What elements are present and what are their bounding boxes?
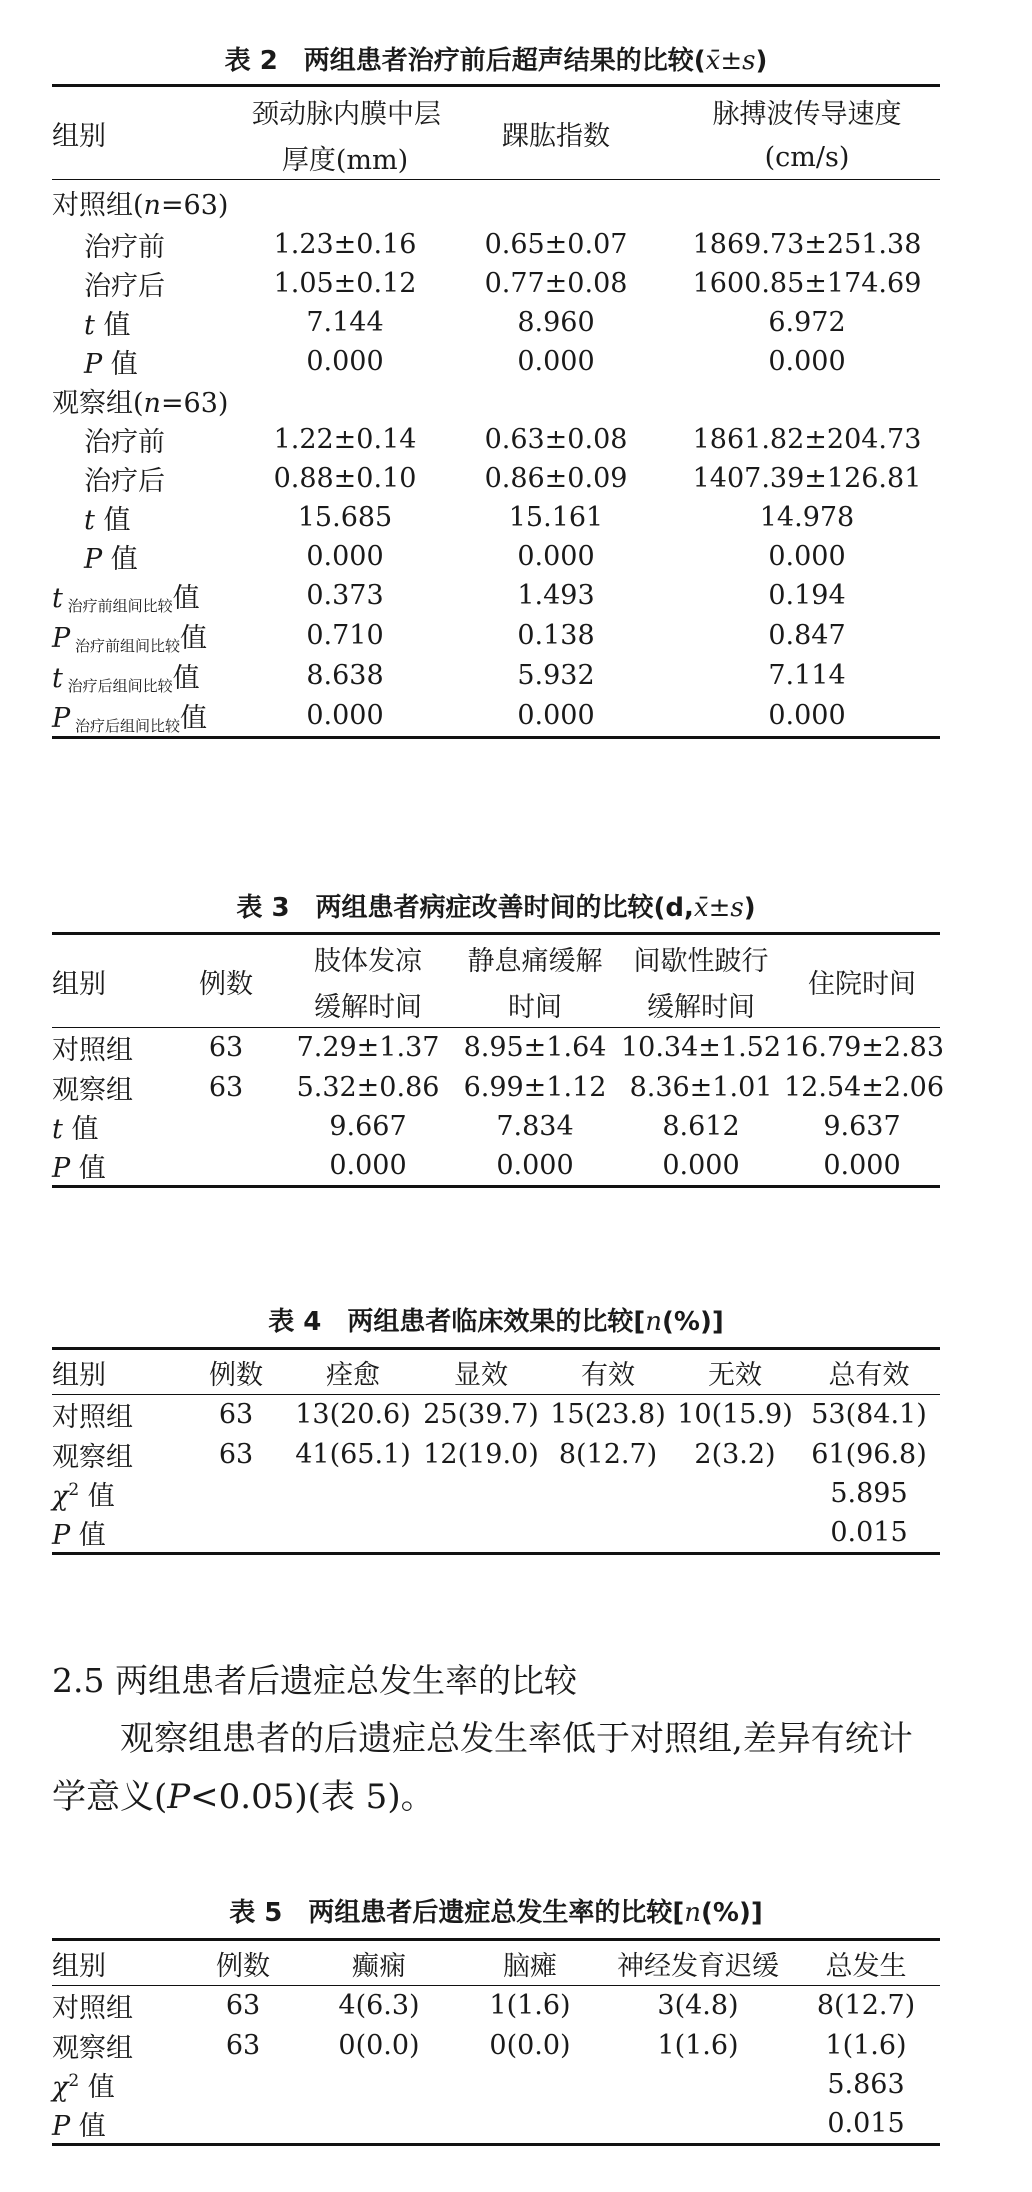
table-header: 神经发育迟缓 — [617, 1950, 779, 1982]
table-row — [52, 1395, 940, 1435]
table-cell — [302, 2104, 456, 2145]
table4-caption-stat: n — [645, 1307, 663, 1337]
table2-caption — [52, 44, 940, 78]
t2-header-pwv-2: (cm/s) — [764, 141, 850, 173]
table-cell: 16.79±2.83 — [784, 1032, 945, 1064]
table-row — [52, 537, 940, 576]
table-cell: 0.138 — [517, 620, 595, 651]
table-cell: 1407.39±126.81 — [692, 462, 922, 494]
table-cell: 5.32±0.86 — [296, 1071, 440, 1103]
table-cell: 8.638 — [306, 660, 384, 691]
table-row — [52, 420, 940, 459]
row-label: 对照组 — [52, 1993, 133, 2025]
table-cell: 1869.73±251.38 — [692, 228, 922, 260]
table-cell — [184, 1513, 288, 1554]
table3-caption — [52, 891, 940, 925]
table-row — [52, 303, 940, 342]
row-label: P 值 — [52, 2110, 106, 2142]
table4-caption — [52, 1305, 940, 1339]
table5-caption-stat: n — [684, 1898, 702, 1928]
table-row — [52, 2065, 940, 2104]
table-header: 显效 — [454, 1359, 508, 1391]
table-cell: 0.000 — [517, 540, 595, 572]
row-label: 观察组 — [52, 1074, 133, 1106]
table-cell: 0.000 — [517, 345, 595, 377]
t3-header-group: 组别 — [52, 968, 106, 1000]
table-cell: 1861.82±204.73 — [692, 423, 922, 455]
table-cell — [184, 1474, 288, 1513]
table-cell: 8.960 — [517, 306, 595, 338]
table-cell: 2(3.2) — [694, 1438, 776, 1470]
table-cell: 12.54±2.06 — [784, 1071, 945, 1103]
table-cell: 0.000 — [768, 540, 846, 572]
table-cell: 0.015 — [830, 1516, 908, 1548]
table-cell: 6.99±1.12 — [463, 1071, 607, 1103]
group-title: 对照组(n=63) — [52, 189, 229, 221]
table-cell: 0(0.0) — [338, 2029, 420, 2061]
table-header: 例数 — [209, 1359, 263, 1391]
row-label: 对照组 — [52, 1035, 133, 1067]
section-paragraph: 观察组患者的后遗症总发生率低于对照组,差异有统计学意义(P<0.05)(表 5)。 — [52, 1719, 913, 1817]
table-row — [52, 2104, 940, 2145]
row-label: 治疗后 — [84, 465, 165, 497]
row-label: 观察组 — [52, 2032, 133, 2064]
table-cell: 0.000 — [306, 345, 384, 377]
table-cell: 8(12.7) — [816, 1990, 916, 2022]
t3-header-claud-1: 间歇性跛行 — [633, 945, 769, 977]
table-cell: 10(15.9) — [677, 1399, 793, 1431]
table-cell: 7.114 — [768, 660, 846, 691]
table-cell — [604, 2104, 792, 2145]
table-row — [52, 1107, 940, 1146]
table-cell — [184, 2104, 302, 2145]
table-row — [52, 264, 940, 303]
table-cell: 0.000 — [768, 700, 846, 731]
table-cell: 0.000 — [662, 1149, 740, 1181]
table3-caption-stat: x̄±s — [693, 893, 744, 923]
row-label: P 值 — [84, 543, 138, 575]
table-cell: 14.978 — [759, 501, 855, 533]
row-label: P 值 — [52, 1519, 106, 1551]
table5-caption-text: 表 5 两组患者后遗症总发生率的比较[ — [229, 1898, 685, 1928]
table-cell: 63 — [208, 1032, 244, 1064]
t2-header-abi: 踝肱指数 — [502, 120, 610, 152]
table-cell: 8.36±1.01 — [629, 1071, 773, 1103]
table-row — [52, 616, 940, 656]
row-label: P $_{治疗前组间比较}$值 — [52, 622, 207, 655]
table-cell: 53(84.1) — [811, 1399, 927, 1431]
table-header: 总有效 — [828, 1359, 910, 1391]
row-label: $\chi^2$ 值 — [52, 2070, 115, 2103]
row-label: t 值 — [52, 1113, 99, 1145]
t2-header-group: 组别 — [52, 120, 106, 152]
table-cell: 1.493 — [517, 580, 595, 611]
t2-header-pwv-1: 脉搏波传导速度 — [712, 98, 902, 130]
row-label: 观察组 — [52, 1441, 133, 1473]
table-cell — [456, 2104, 604, 2145]
table-row — [52, 342, 940, 381]
table-cell: 63 — [218, 1399, 254, 1431]
table-header: 组别 — [52, 1950, 106, 1982]
table-cell: 8.612 — [662, 1110, 740, 1142]
table-cell: 0.000 — [823, 1149, 901, 1181]
table-header: 有效 — [581, 1359, 635, 1391]
table-cell: 61(96.8) — [811, 1438, 927, 1470]
table-cell: 0.77±0.08 — [484, 267, 628, 299]
table-header: 痊愈 — [326, 1359, 380, 1391]
t3-header-pain-2: 时间 — [508, 991, 562, 1023]
table-row — [52, 2026, 940, 2065]
table-cell: 13(20.6) — [295, 1399, 411, 1431]
table-cell: 0.000 — [768, 345, 846, 377]
table-cell — [418, 1474, 544, 1513]
row-label: t $_{治疗前组间比较}$值 — [52, 582, 200, 615]
table-header: 癫痫 — [352, 1950, 406, 1982]
table-row — [52, 1068, 940, 1107]
table-row — [52, 1028, 940, 1068]
table-row — [52, 1986, 940, 2026]
table-row — [52, 1435, 940, 1474]
table-cell: 5.895 — [830, 1477, 908, 1509]
table-cell: 63 — [225, 1990, 261, 2022]
table-cell: 0.000 — [496, 1149, 574, 1181]
table-cell — [456, 2065, 604, 2104]
table-header: 例数 — [216, 1950, 270, 1982]
table3-caption-text: 表 3 两组患者病症改善时间的比较(d, — [236, 893, 694, 923]
table-header: 脑瘫 — [503, 1950, 557, 1982]
table2-caption-stat: x̄±s — [705, 46, 756, 76]
table-cell: 3(4.8) — [657, 1990, 739, 2022]
table-cell: 0.65±0.07 — [484, 228, 628, 260]
table-cell: 0.194 — [768, 580, 846, 611]
row-label: P 值 — [52, 1152, 106, 1184]
table-cell: 0(0.0) — [489, 2029, 571, 2061]
table-cell — [184, 2065, 302, 2104]
table-cell — [604, 2065, 792, 2104]
table5-caption — [52, 1896, 940, 1930]
table4-caption-end: (%)] — [662, 1307, 724, 1337]
table-cell: 0.63±0.08 — [484, 423, 628, 455]
table-cell: 63 — [225, 2029, 261, 2061]
table4-caption-text: 表 4 两组患者临床效果的比较[ — [268, 1307, 646, 1337]
table-cell: 0.000 — [306, 700, 384, 731]
table5 — [52, 1938, 940, 2146]
table-cell: 1(1.6) — [489, 1990, 571, 2022]
table-cell — [418, 1513, 544, 1554]
table-cell: 1.05±0.12 — [273, 267, 417, 299]
table-cell: 6.972 — [768, 306, 846, 338]
table-cell: 1.23±0.16 — [273, 228, 417, 260]
table-cell: 0.88±0.10 — [273, 462, 417, 494]
table2-caption-text: 表 2 两组患者治疗前后超声结果的比较( — [224, 46, 706, 76]
table-cell — [288, 1474, 418, 1513]
table-cell: 15(23.8) — [550, 1399, 666, 1431]
t3-header-pain-1: 静息痛缓解 — [467, 945, 603, 977]
table-row — [52, 576, 940, 616]
table-row — [52, 1513, 940, 1554]
table2 — [52, 84, 940, 739]
table-cell: 0.86±0.09 — [484, 462, 628, 494]
table-cell: 1600.85±174.69 — [692, 267, 922, 299]
table-cell: 15.685 — [297, 501, 393, 533]
table-cell: 12(19.0) — [423, 1438, 539, 1470]
table-cell: 1(1.6) — [657, 2029, 739, 2061]
table-cell — [168, 1146, 284, 1187]
t3-header-hospital: 住院时间 — [808, 968, 916, 1000]
t2-header-imt-1: 颈动脉内膜中层 — [252, 98, 441, 130]
table-cell: 5.932 — [517, 660, 595, 691]
table-cell — [302, 2065, 456, 2104]
row-label: 治疗前 — [84, 231, 165, 263]
table-cell: 8.95±1.64 — [463, 1032, 607, 1064]
row-label: 治疗前 — [84, 426, 165, 458]
table-cell: 7.834 — [496, 1110, 574, 1142]
t3-header-claud-2: 缓解时间 — [647, 991, 755, 1023]
table-cell: 0.847 — [768, 620, 846, 651]
table-cell: 5.863 — [827, 2068, 905, 2100]
table-cell: 25(39.7) — [423, 1399, 539, 1431]
row-label: P $_{治疗后组间比较}$值 — [52, 702, 207, 735]
row-label: $\chi^2$ 值 — [52, 1479, 115, 1512]
t3-header-cold-2: 缓解时间 — [314, 991, 422, 1023]
table-cell: 0.000 — [329, 1149, 407, 1181]
group-title: 观察组(n=63) — [52, 387, 229, 419]
table-cell: 0.000 — [306, 540, 384, 572]
table5-caption-end: (%)] — [701, 1898, 763, 1928]
table-row — [52, 381, 940, 420]
table-cell — [288, 1513, 418, 1554]
table-row — [52, 656, 940, 696]
table-cell: 41(65.1) — [295, 1438, 411, 1470]
table-cell: 8(12.7) — [558, 1438, 658, 1470]
table-cell: 9.667 — [329, 1110, 407, 1142]
table-cell — [168, 1107, 284, 1146]
table-row — [52, 459, 940, 498]
table-header: 无效 — [708, 1359, 762, 1391]
table-cell: 7.144 — [306, 306, 384, 338]
table-row — [52, 225, 940, 264]
table-header: 总发生 — [825, 1950, 907, 1982]
table-cell: 63 — [218, 1438, 254, 1470]
table-cell — [672, 1513, 798, 1554]
section-heading: 2.5 两组患者后遗症总发生率的比较 — [52, 1661, 577, 1700]
table-cell: 0.000 — [517, 700, 595, 731]
row-label: t 值 — [84, 309, 131, 341]
table4 — [52, 1347, 940, 1555]
table-row — [52, 1474, 940, 1513]
table-row — [52, 1146, 940, 1187]
t2-header-imt-2: 厚度(mm) — [281, 144, 409, 176]
table-cell: 15.161 — [508, 501, 604, 533]
table-cell: 63 — [208, 1071, 244, 1103]
table-cell: 10.34±1.52 — [620, 1032, 782, 1064]
table-cell: 0.710 — [306, 620, 384, 651]
table-cell: 0.015 — [827, 2107, 905, 2139]
table-cell: 1(1.6) — [825, 2029, 907, 2061]
table-cell — [672, 1474, 798, 1513]
table3-caption-end: ) — [743, 893, 756, 923]
table-cell: 7.29±1.37 — [296, 1032, 440, 1064]
row-label: t $_{治疗后组间比较}$值 — [52, 662, 200, 695]
table3 — [52, 932, 945, 1188]
row-label: 对照组 — [52, 1402, 133, 1434]
t3-header-count: 例数 — [199, 968, 253, 1000]
table-cell: 4(6.3) — [338, 1990, 420, 2022]
row-label: P 值 — [84, 348, 138, 380]
row-label: t 值 — [84, 504, 131, 536]
table-row — [52, 696, 940, 738]
row-label: 治疗后 — [84, 270, 165, 302]
table-row — [52, 498, 940, 537]
table2-caption-end: ) — [755, 46, 768, 76]
table-cell — [544, 1513, 672, 1554]
table-header: 组别 — [52, 1359, 106, 1391]
table-cell: 1.22±0.14 — [273, 423, 417, 455]
table-cell: 9.637 — [823, 1110, 901, 1142]
table-cell — [544, 1474, 672, 1513]
t3-header-cold-1: 肢体发凉 — [314, 945, 422, 977]
table-row — [52, 180, 940, 225]
table-cell: 0.373 — [306, 580, 384, 611]
